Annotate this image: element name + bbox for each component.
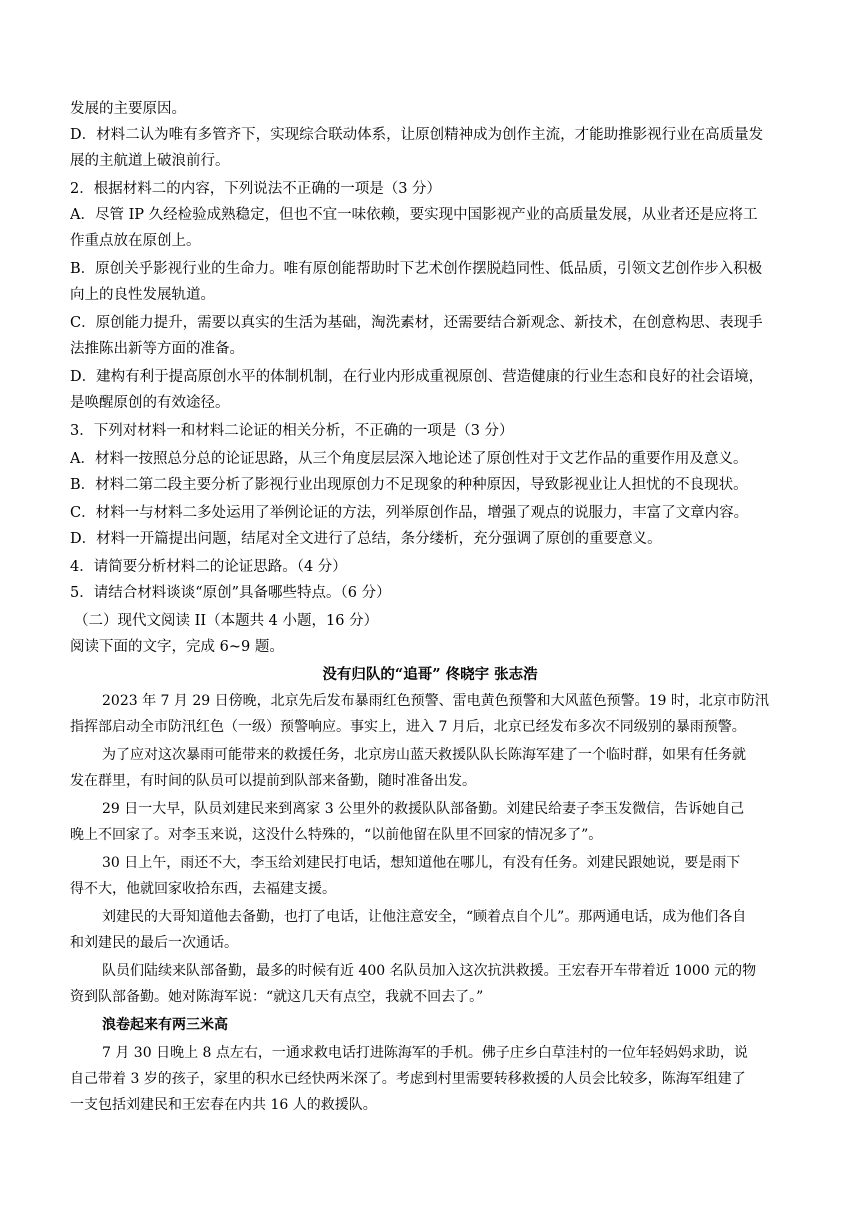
article-p7-line2: 自己带着 3 岁的孩子，家里的积水已经快两米深了。考虑到村里需要转移救援的人员会比较多，陈海军组建了 [70, 1071, 746, 1087]
q2-option-a-line1: A．尽管 IP 久经检验成熟稳定，但也不宜一味依赖，要实现中国影视产业的高质量发展，从业者还是应将工 [70, 207, 758, 223]
article-p1-line1: 2023 年 7 月 29 日傍晚，北京先后发布暴雨红色预警、雷电黄色预警和大风蓝色预警。19 时，北京市防汛 [102, 693, 769, 709]
q3-stem: 3．下列对材料一和材料二论证的相关分析，不正确的一项是（3 分） [70, 423, 514, 439]
article-p6-line1: 队员们陆续来队部备勤，最多的时候有近 400 名队员加入这次抗洪救援。王宏春开车带着近 1000 元的物 [102, 963, 757, 979]
q3-option-c: C．材料一与材料二多处运用了举例论证的方法，列举原创作品，增强了观点的说服力，丰富了文章内容。 [70, 505, 749, 521]
article-p2-line1: 为了应对这次暴雨可能带来的救援任务，北京房山蓝天救援队队长陈海军建了一个临时群，如果有任务就 [102, 747, 746, 763]
q2-option-c-line1: C．原创能力提升，需要以真实的生活为基础，淘洗素材，还需要结合新观念、新技术，在创意构思、表现手 [70, 315, 763, 331]
article-p4-line2: 得不大，他就回家收拾东西，去福建支援。 [70, 881, 336, 897]
q1-option-c-tail: 发展的主要原因。 [70, 101, 186, 117]
article-p7-line1: 7 月 30 日晚上 8 点左右，一通求救电话打进陈海军的手机。佛子庄乡白草洼村的一位年轻妈妈求助，说 [102, 1045, 748, 1061]
q2-option-d-line2: 是唤醒原创的有效途径。 [70, 395, 230, 411]
q3-option-b: B．材料二第二段主要分析了影视行业出现原创力不足现象的种种原因，导致影视业让人担忧的不良现状。 [70, 477, 748, 493]
article-p3-line2: 晚上不回家了。对李玉来说，这没什么特殊的，“以前他留在队里不回家的情况多了”。 [70, 827, 603, 843]
article-p6-line2: 资到队部备勤。她对陈海军说：“就这几天有点空，我就不回去了。” [70, 989, 484, 1005]
article-p3-line1: 29 日一大早，队员刘建民来到离家 3 公里外的救援队队部备勤。刘建民给妻子李玉发微信，告诉她自己 [102, 801, 745, 817]
q2-option-c-line2: 法推陈出新等方面的准备。 [70, 341, 244, 357]
q5-stem: 5．请结合材料谈谈“原创”具备哪些特点。（6 分） [70, 585, 391, 601]
q2-option-b-line2: 向上的良性发展轨道。 [70, 287, 215, 303]
q2-option-b-line1: B．原创关乎影视行业的生命力。唯有原创能帮助时下艺术创作摆脱趋同性、低品质，引领文艺创作步入积极 [70, 261, 763, 277]
article-p1-line2: 指挥部启动全市防汛红色（一级）预警响应。事实上，进入 7 月后，北京已经发布多次不同级别的暴雨预警。 [70, 719, 746, 735]
q3-option-d: D．材料一开篇提出问题，结尾对全文进行了总结，条分缕析，充分强调了原创的重要意义。 [70, 531, 662, 547]
article-p4-line1: 30 日上午，雨还不大，李玉给刘建民打电话，想知道他在哪儿，有没有任务。刘建民跟她说，要是雨下 [102, 855, 741, 871]
article-p7-line3: 一支包括刘建民和王宏春在内共 16 人的救援队。 [70, 1097, 377, 1113]
article-title: 没有归队的“追哥” 佟晓宇 张志浩 [322, 666, 538, 683]
q2-option-a-line2: 作重点放在原创上。 [70, 233, 201, 249]
q1-option-d-line2: 展的主航道上破浪前行。 [70, 153, 230, 169]
q3-option-a: A．材料一按照总分总的论证思路，从三个角度层层深入地论述了原创性对于文艺作品的重要作用及意义。 [70, 451, 748, 467]
article-p5-line1: 刘建民的大哥知道他去备勤，也打了电话，让他注意安全，“顾着点自个儿”。那两通电话，成为他们各自 [102, 909, 747, 925]
article-subheading: 浪卷起来有两三米高 [102, 1017, 228, 1033]
section2-heading: （二）现代文阅读 II（本题共 4 小题，16 分） [74, 613, 379, 629]
article-p5-line2: 和刘建民的最后一次通话。 [70, 935, 238, 951]
q2-stem: 2．根据材料二的内容，下列说法不正确的一项是（3 分） [70, 181, 442, 197]
section2-instruction: 阅读下面的文字，完成 6~9 题。 [70, 639, 284, 655]
article-p2-line2: 发在群里，有时间的队员可以提前到队部来备勤，随时准备出发。 [70, 773, 476, 789]
q4-stem: 4．请简要分析材料二的论证思路。（4 分） [70, 559, 347, 575]
q2-option-d-line1: D．建构有利于提高原创水平的体制机制，在行业内形成重视原创、营造健康的行业生态和良好的社会语境， [70, 369, 764, 385]
q1-option-d-line1: D．材料二认为唯有多管齐下，实现综合联动体系，让原创精神成为创作主流，才能助推影视行业在高质量发 [70, 127, 764, 143]
